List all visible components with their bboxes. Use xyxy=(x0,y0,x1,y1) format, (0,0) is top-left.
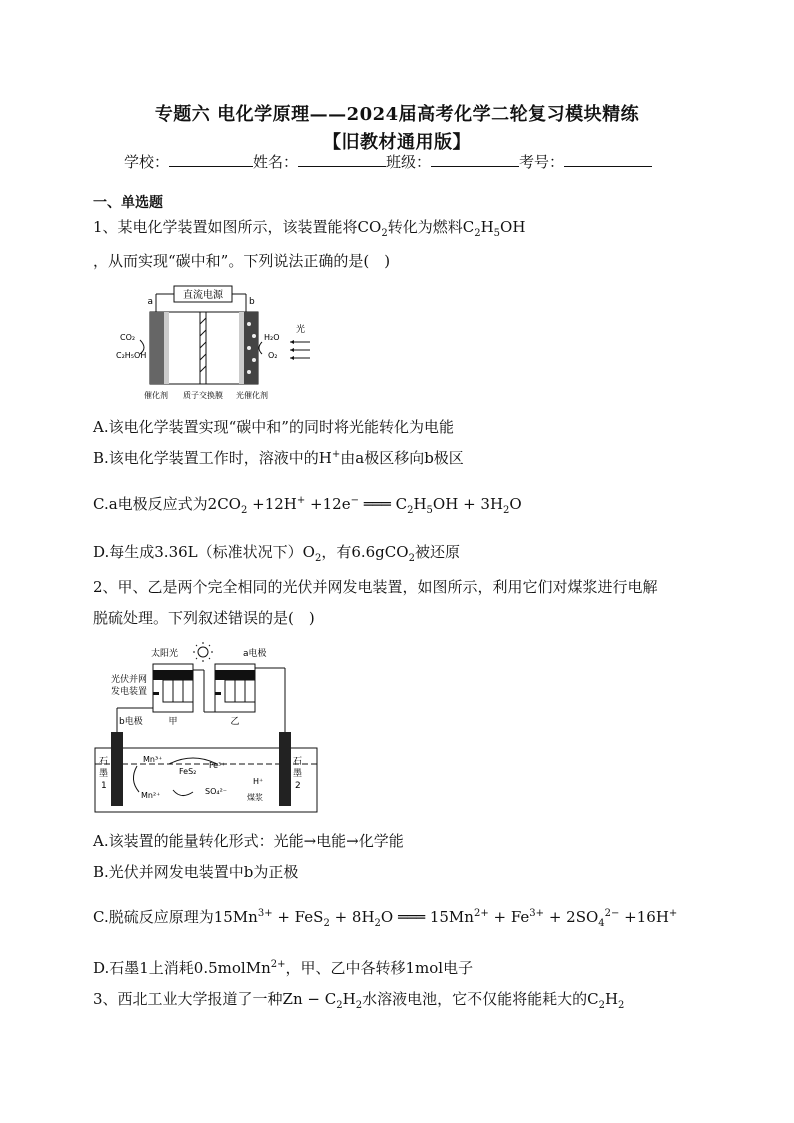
class-blank[interactable] xyxy=(431,150,519,167)
q2-stem-line2: 脱硫处理。下列叙述错误的是( ) xyxy=(93,609,315,627)
svg-text:墨: 墨 xyxy=(99,769,109,779)
exam-no-label: 考号： xyxy=(519,153,565,171)
q1-option-c[interactable]: C.a电极反应式为$2CO_2 +12H^+ +12e^-$ ═══ $C_2H_5OH + 3H_2O$ xyxy=(93,495,522,516)
svg-text:CO₂: CO₂ xyxy=(120,333,136,342)
svg-text:Fe³⁺: Fe³⁺ xyxy=(209,761,226,770)
svg-text:发电装置: 发电装置 xyxy=(111,687,148,697)
svg-text:光: 光 xyxy=(296,325,306,335)
q2-stem-line1: 2、甲、乙是两个完全相同的光伏并网发电装置，如图所示，利用它们对煤浆进行电解 xyxy=(93,578,658,596)
svg-text:甲: 甲 xyxy=(168,717,178,727)
svg-text:石: 石 xyxy=(293,757,303,767)
svg-text:煤浆: 煤浆 xyxy=(247,793,263,802)
svg-text:b: b xyxy=(249,297,255,307)
svg-text:O₂: O₂ xyxy=(268,351,278,360)
q1-stem-line1: 1、某电化学装置如图所示，该装置能将$CO_2$转化为燃料$C_2H_5OH$ xyxy=(93,218,526,239)
q1-option-d[interactable]: D.每生成3.36L（标准状况下）$O_2$，有6.6gCO$_2$被还原 xyxy=(93,543,460,564)
school-blank[interactable] xyxy=(169,150,253,167)
page-subtitle: 【旧教材通用版】 xyxy=(323,132,471,153)
q3-stem-line1: 3、西北工业大学报道了一种$Zn - C_2H_2$水溶液电池，它不仅能将能耗大的$C_2H_2$ xyxy=(93,990,625,1011)
q2-option-d[interactable]: D.石墨1上消耗0.5molMn$^{2+}$，甲、乙中各转移1mol电子 xyxy=(93,959,474,977)
svg-text:SO₄²⁻: SO₄²⁻ xyxy=(205,787,228,796)
svg-text:C₂H₅OH: C₂H₅OH xyxy=(116,351,147,360)
section-title: 一、单选题 xyxy=(93,195,163,211)
q1-figure xyxy=(116,284,326,404)
svg-text:H₂O: H₂O xyxy=(264,333,280,342)
svg-text:光催化剂: 光催化剂 xyxy=(236,391,268,400)
svg-text:b电极: b电极 xyxy=(119,717,143,727)
dc-power-label: 直流电源 xyxy=(183,290,223,301)
class-label: 班级： xyxy=(386,153,432,171)
page-title: 专题六 电化学原理——2024届高考化学二轮复习模块精练 xyxy=(154,104,640,125)
catalyst-electrode xyxy=(150,312,164,384)
svg-text:墨: 墨 xyxy=(293,769,303,779)
svg-text:光伏并网: 光伏并网 xyxy=(111,675,148,685)
svg-text:催化剂: 催化剂 xyxy=(144,391,168,400)
name-label: 姓名： xyxy=(253,153,299,171)
svg-text:Mn³⁺: Mn³⁺ xyxy=(143,755,163,764)
q1-option-a[interactable]: A.该电化学装置实现“碳中和”的同时将光能转化为电能 xyxy=(93,418,454,436)
exam-no-blank[interactable] xyxy=(564,150,652,167)
q2-option-c[interactable]: C.脱硫反应原理为$15Mn^{3+} + FeS_2 + 8H_2O$ ═══ $15Mn^{2+} + Fe^{3+} + 2SO_4^{2-} +16H^+$ xyxy=(93,908,678,929)
name-blank[interactable] xyxy=(298,150,386,167)
svg-text:石: 石 xyxy=(99,757,109,767)
svg-text:FeS₂: FeS₂ xyxy=(179,767,197,776)
svg-text:H⁺: H⁺ xyxy=(253,777,264,786)
svg-text:a电极: a电极 xyxy=(243,649,267,659)
svg-text:乙: 乙 xyxy=(230,717,240,727)
q2-figure xyxy=(93,640,323,816)
q2-option-a[interactable]: A.该装置的能量转化形式：光能→电能→化学能 xyxy=(93,832,404,850)
student-info-row xyxy=(124,150,652,172)
svg-text:质子交换膜: 质子交换膜 xyxy=(183,391,223,400)
svg-text:2: 2 xyxy=(295,781,301,791)
svg-text:a: a xyxy=(147,297,153,307)
graphite-2 xyxy=(279,732,291,806)
q1-option-b[interactable]: B.该电化学装置工作时，溶液中的H+由a极区移向b极区 xyxy=(93,449,464,467)
school-label: 学校： xyxy=(124,153,170,171)
svg-text:太阳光: 太阳光 xyxy=(151,649,179,659)
q2-option-b[interactable]: B.光伏并网发电装置中b为正极 xyxy=(93,863,299,881)
q1-stem-line2: ，从而实现“碳中和”。下列说法正确的是( ) xyxy=(93,252,391,270)
svg-text:1: 1 xyxy=(101,781,107,791)
svg-text:Mn²⁺: Mn²⁺ xyxy=(141,791,161,800)
graphite-1 xyxy=(111,732,123,806)
